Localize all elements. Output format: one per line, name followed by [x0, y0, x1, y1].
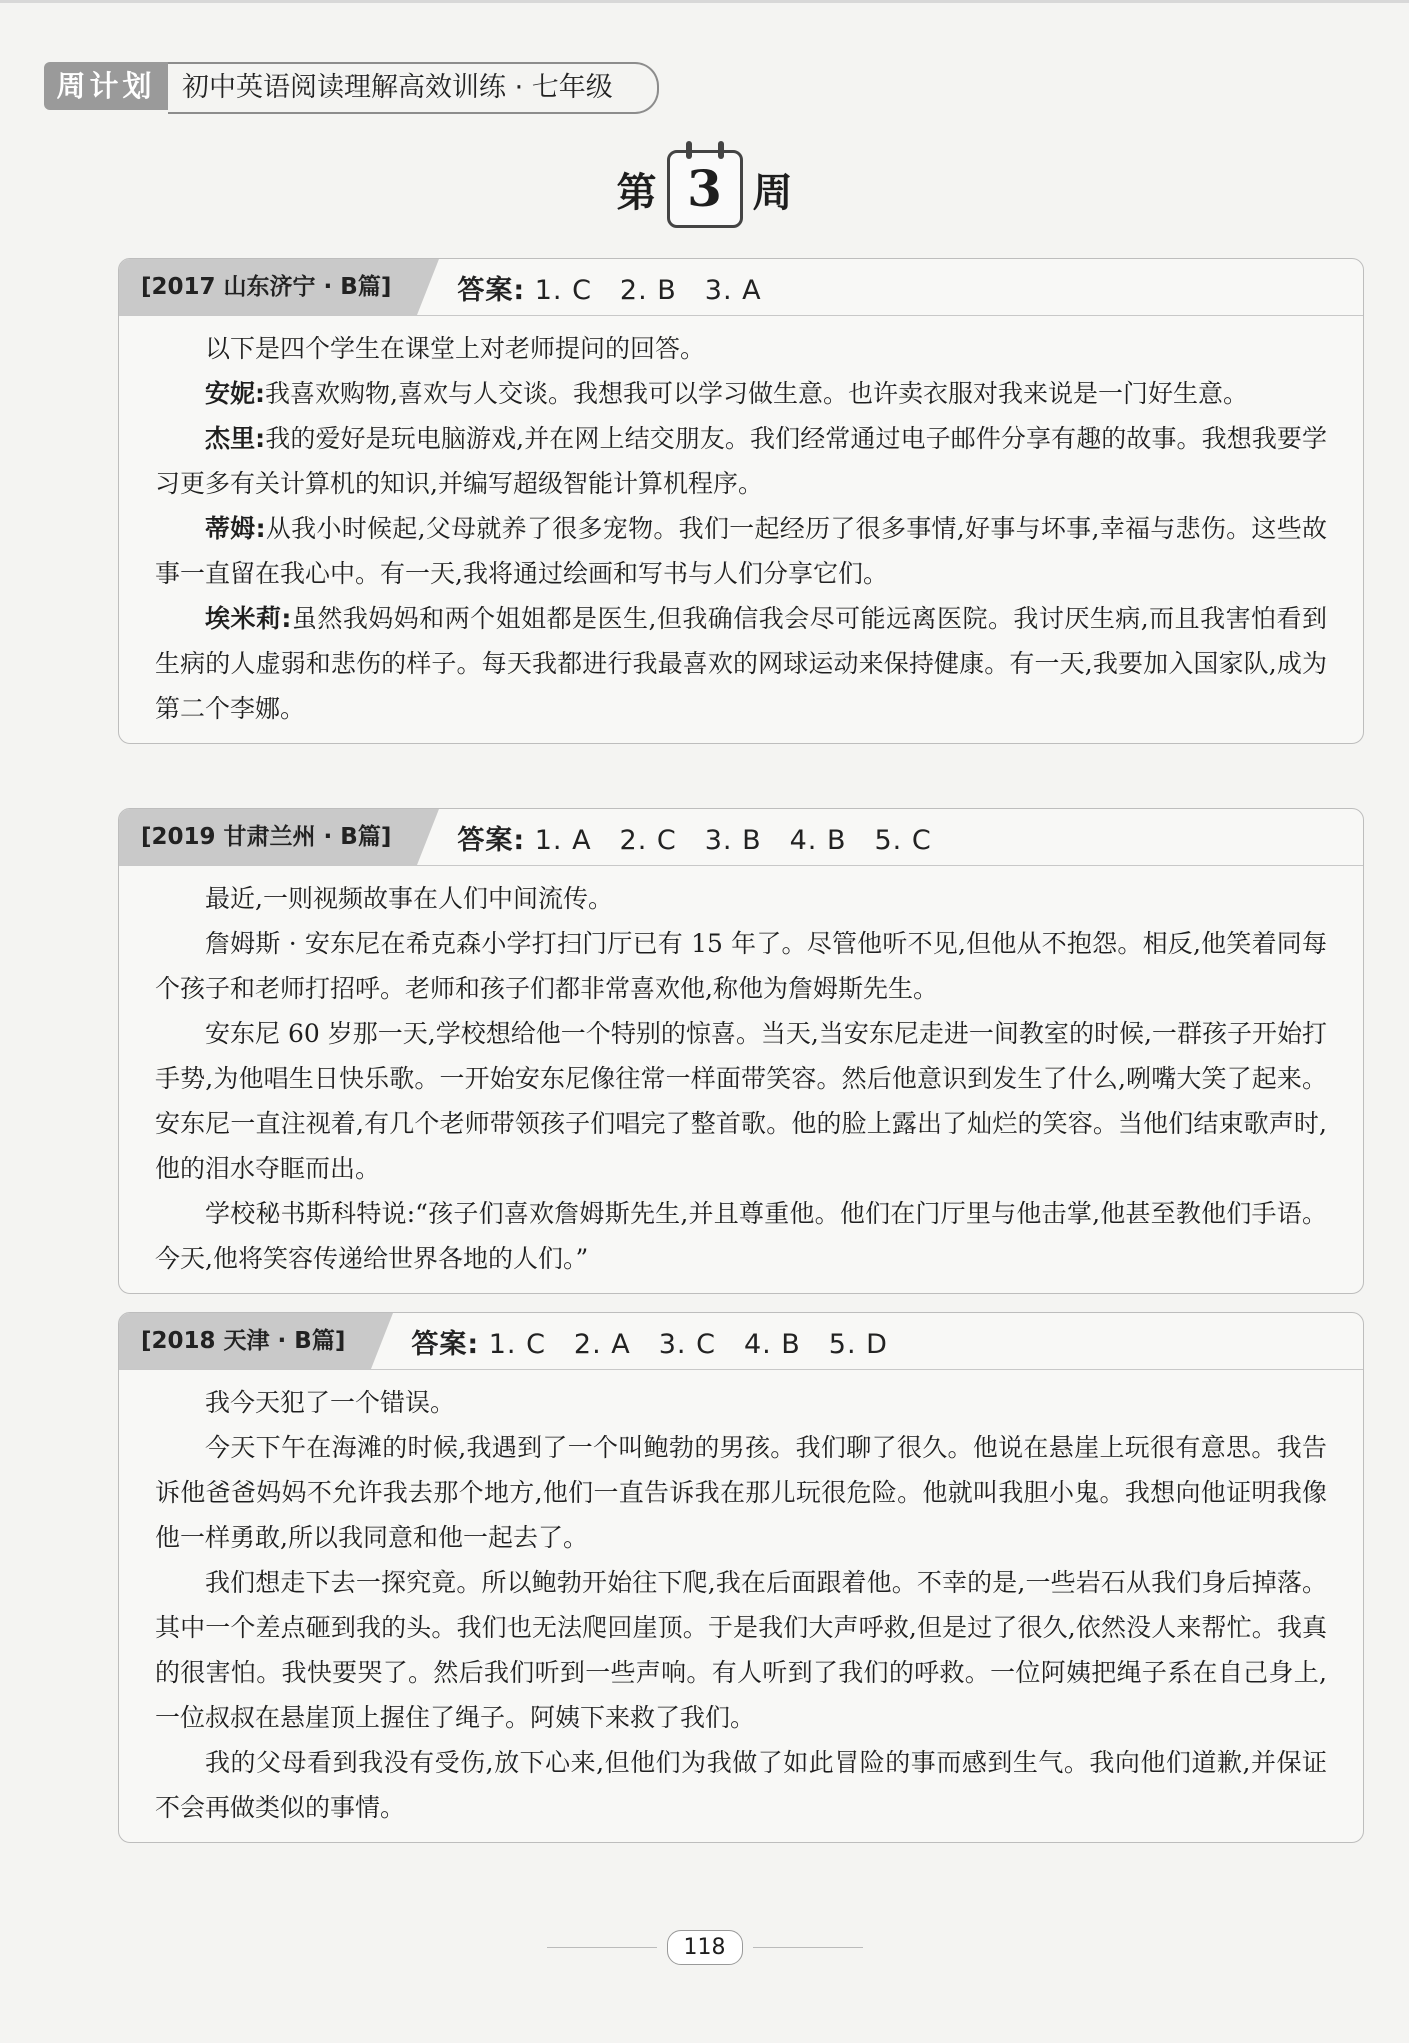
paragraph: 安妮:我喜欢购物,喜欢与人交谈。我想我可以学习做生意。也许卖衣服对我来说是一门好生意。: [205, 379, 1248, 408]
section-header: [119, 259, 1363, 316]
week-title: [0, 150, 1409, 228]
paragraph: 我的父母看到我没有受伤,放下心来,但他们为我做了如此冒险的事而感到生气。我向他们道歉,并保证不会再做类似的事情。: [155, 1748, 1327, 1822]
page-number: 118: [667, 1930, 743, 1965]
speaker-name: 安妮:: [205, 379, 265, 408]
week-number: 3: [667, 150, 743, 228]
answer-values: 1. A 2. C 3. B 4. B 5. C: [534, 824, 932, 856]
section-source-tag: [2018 天津 · B篇]: [119, 1313, 371, 1369]
answer-key: [457, 818, 931, 857]
passage-section-2: [118, 808, 1364, 1294]
paragraph: 以下是四个学生在课堂上对老师提问的回答。: [205, 334, 706, 363]
speaker-name: 蒂姆:: [205, 514, 266, 543]
paragraph: 最近,一则视频故事在人们中间流传。: [205, 884, 613, 913]
paragraph: 我们想走下去一探究竟。所以鲍勃开始往下爬,我在后面跟着他。不幸的是,一些岩石从我们身后掉落。其中一个差点砸到我的头。我们也无法爬回崖顶。于是我们大声呼救,但是过了很久,依然没人来帮忙。我真的很害怕。我快要哭了。然后我们听到一些声响。有人听到了我们的呼救。一位阿姨把绳子系在自己身上,一位叔叔在悬崖顶上握住了绳子。阿姨下来救了我们。: [155, 1568, 1327, 1732]
answer-values: 1. C 2. A 3. C 4. B 5. D: [488, 1328, 888, 1360]
passage-section-1: [118, 258, 1364, 744]
translation-body: [119, 316, 1363, 743]
paragraph: 詹姆斯 · 安东尼在希克森小学打扫门厅已有 15 年了。尽管他听不见,但他从不抱怨。相反,他笑着同每个孩子和老师打招呼。老师和孩子们都非常喜欢他,称他为詹姆斯先生。: [155, 929, 1327, 1003]
paragraph: 杰里:我的爱好是玩电脑游戏,并在网上结交朋友。我们经常通过电子邮件分享有趣的故事。我想我要学习更多有关计算机的知识,并编写超级智能计算机程序。: [155, 424, 1328, 498]
answer-label: 答案:: [411, 1328, 480, 1360]
section-source-tag: [2019 甘肃兰州 · B篇]: [119, 809, 417, 865]
answer-key: [411, 1322, 888, 1361]
series-badge: 周计划: [44, 62, 168, 110]
page-footer: [0, 1930, 1409, 1965]
paragraph: 蒂姆:从我小时候起,父母就养了很多宠物。我们一起经历了很多事情,好事与坏事,幸福与悲伤。这些故事一直留在我心中。有一天,我将通过绘画和写书与人们分享它们。: [155, 514, 1327, 588]
section-header: [119, 809, 1363, 866]
speaker-name: 埃米莉:: [205, 604, 292, 633]
paragraph: 今天下午在海滩的时候,我遇到了一个叫鲍勃的男孩。我们聊了很久。他说在悬崖上玩很有意思。我告诉他爸爸妈妈不允许我去那个地方,他们一直告诉我在那儿玩很危险。他就叫我胆小鬼。我想向他证明我像他一样勇敢,所以我同意和他一起去了。: [155, 1433, 1327, 1552]
paragraph: 安东尼 60 岁那一天,学校想给他一个特别的惊喜。当天,当安东尼走进一间教室的时候,一群孩子开始打手势,为他唱生日快乐歌。一开始安东尼像往常一样面带笑容。然后他意识到发生了什么,咧嘴大笑了起来。安东尼一直注视着,有几个老师带领孩子们唱完了整首歌。他的脸上露出了灿烂的笑容。当他们结束歌声时,他的泪水夺眶而出。: [155, 1019, 1327, 1183]
week-prefix: 第: [616, 168, 657, 216]
footer-rule: [547, 1947, 657, 1948]
answer-values: 1. C 2. B 3. A: [534, 274, 762, 306]
section-source-tag: [2017 山东济宁 · B篇]: [119, 259, 417, 315]
section-header: [119, 1313, 1363, 1370]
paragraph: 埃米莉:虽然我妈妈和两个姐姐都是医生,但我确信我会尽可能远离医院。我讨厌生病,而且我害怕看到生病的人虚弱和悲伤的样子。每天我都进行我最喜欢的网球运动来保持健康。有一天,我要加入国家队,成为第二个李娜。: [155, 604, 1327, 723]
answer-label: 答案:: [457, 824, 526, 856]
paragraph: 学校秘书斯科特说:“孩子们喜欢詹姆斯先生,并且尊重他。他们在门厅里与他击掌,他甚至教他们手语。今天,他将笑容传递给世界各地的人们。”: [155, 1199, 1327, 1273]
page-edge: [0, 0, 1409, 3]
footer-rule: [753, 1947, 863, 1948]
week-suffix: 周: [752, 168, 793, 216]
passage-section-3: [118, 1312, 1364, 1843]
translation-body: [119, 866, 1363, 1293]
translation-body: [119, 1370, 1363, 1842]
answer-label: 答案:: [457, 274, 526, 306]
answer-key: [457, 268, 761, 307]
speaker-name: 杰里:: [205, 424, 266, 453]
paragraph: 我今天犯了一个错误。: [205, 1388, 456, 1417]
book-title: 初中英语阅读理解高效训练 · 七年级: [168, 62, 659, 114]
